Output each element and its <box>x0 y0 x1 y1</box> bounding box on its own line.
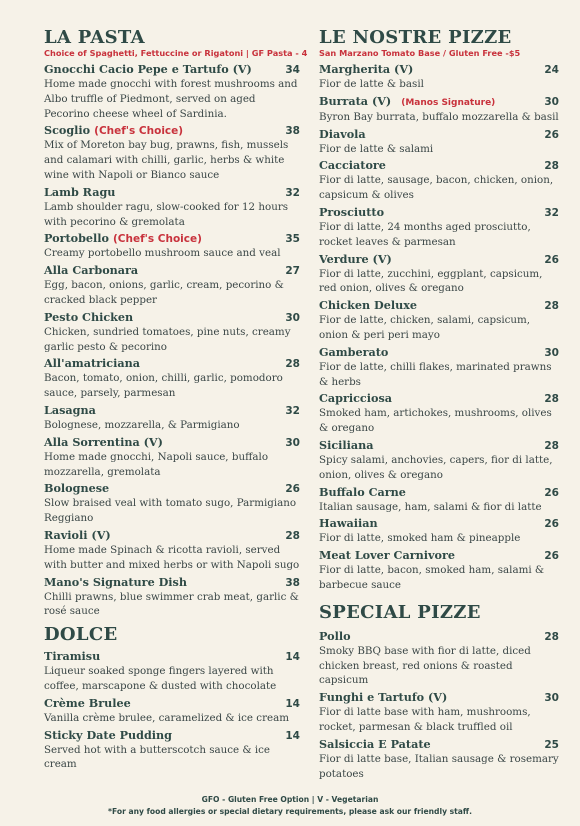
menu-item-price: 28 <box>544 439 559 452</box>
pasta-title: LA PASTA <box>44 27 145 48</box>
menu-item-price: 28 <box>544 630 559 643</box>
menu-item-name-wrap <box>44 649 100 663</box>
menu-item-name: Crème Brulee <box>44 695 131 710</box>
menu-item-name-wrap <box>319 548 455 562</box>
menu-item <box>319 485 559 515</box>
menu-item-price: 27 <box>285 265 300 278</box>
menu-item-name: Portobello <box>44 231 109 246</box>
menu-item-header <box>44 649 300 664</box>
menu-item-name: Gamberato <box>319 344 389 359</box>
menu-item-description: Fior de latte & basil <box>319 78 424 90</box>
menu-item-price: 28 <box>544 160 559 173</box>
menu-item-price: 32 <box>285 404 300 417</box>
menu-item-header <box>319 298 559 313</box>
menu-item-price: 26 <box>544 518 559 531</box>
menu-item <box>44 310 300 355</box>
menu-item-description: Fior di latte base with ham, mushrooms, rocket, parmesan & black truffled oil <box>319 706 531 733</box>
menu-item-header <box>319 516 559 531</box>
menu-item-header <box>319 438 559 453</box>
menu-item-description: Home made gnocchi, Napoli sauce, buffalo mozzarella, gremolata <box>44 450 269 478</box>
menu-item-name: Meat Lover Carnivore <box>319 548 455 563</box>
menu-item-price: 14 <box>285 697 300 710</box>
menu-item-header <box>319 127 559 142</box>
menu-item-name: Chicken Deluxe <box>319 298 417 313</box>
menu-item-description: Chilli prawns, blue swimmer crab meat, garlic & rosé sauce <box>44 590 299 618</box>
menu-item-name: Burrata (V) <box>319 93 392 108</box>
menu-item <box>44 356 300 401</box>
menu-item-description: Vanilla crème brulee, caramelized & ice cream <box>44 711 289 724</box>
menu-item-name-wrap <box>319 737 431 751</box>
menu-item-header <box>44 62 300 77</box>
menu-item-header <box>319 485 559 500</box>
menu-item-name: Lamb Ragu <box>44 184 116 199</box>
menu-item-description: Lamb shoulder ragu, slow-cooked for 12 hours with pecorino & gremolata <box>44 200 289 228</box>
special-title: SPECIAL PIZZE <box>319 601 481 623</box>
menu-item-tag: (Manos Signature) <box>401 97 496 108</box>
menu-item-description: Egg, bacon, onions, garlic, cream, pecorino & cracked black pepper <box>44 279 284 306</box>
menu-item-header <box>44 263 300 278</box>
menu-item-name: Margherita (V) <box>319 62 414 76</box>
menu-item <box>319 690 559 735</box>
dolce-title: DOLCE <box>44 624 118 646</box>
menu-item <box>44 575 300 620</box>
pasta-section <box>44 27 308 619</box>
menu-item-name: Siciliana <box>319 437 374 452</box>
menu-item-name: Tiramisu <box>44 649 101 664</box>
menu-item <box>319 391 559 436</box>
menu-item-name: Gnocchi Cacio Pepe e Tartufo (V) <box>44 62 252 76</box>
menu-item-description: Bolognese, mozzarella, & Parmigiano <box>44 418 240 431</box>
menu-item-name: Pesto Chicken <box>44 309 134 324</box>
menu-item-header <box>44 728 300 743</box>
menu-item-description: Fior di latte, sausage, bacon, chicken, onion, capsicum & olives <box>319 174 554 202</box>
menu-item-header <box>319 62 559 77</box>
menu-item-name-wrap <box>319 94 495 110</box>
menu-item-name-wrap <box>319 516 378 530</box>
menu-item-header <box>319 94 559 110</box>
menu-item-description: Fior de latte, chilli flakes, marinated prawns & herbs <box>319 360 552 388</box>
menu-item-name: Funghi e Tartufo (V) <box>319 690 448 705</box>
menu-item-header <box>319 548 559 563</box>
menu-item-price: 30 <box>285 436 300 449</box>
menu-item-description: Italian sausage, ham, salami & fior di latte <box>319 500 542 513</box>
menu-item-name-wrap <box>319 158 386 172</box>
menu-item-name-wrap <box>44 263 138 277</box>
menu-item-name: Alla Sorrentina (V) <box>44 434 163 449</box>
menu-item-name-wrap <box>319 298 417 312</box>
menu-item-header <box>44 481 300 496</box>
menu-item-name-wrap <box>319 345 388 359</box>
menu-item-name: Cacciatore <box>319 158 386 173</box>
menu-item-name-wrap <box>319 205 384 219</box>
menu-item-header <box>319 345 559 360</box>
menu-item-header <box>44 310 300 325</box>
menu-item <box>44 728 300 773</box>
menu-item-header <box>44 231 300 246</box>
menu-item-description: Home made gnocchi with forest mushrooms and Albo truffle of Piedmont, served on aged Pecorino cheese wheel of Sardinia. <box>44 78 298 120</box>
special-list <box>319 629 559 782</box>
pizze-list <box>319 62 559 593</box>
menu-item-name-wrap <box>44 575 187 589</box>
menu-item-header <box>319 690 559 705</box>
menu-item-name-wrap <box>319 438 374 452</box>
pasta-subtitle: Choice of Spaghetti, Fettuccine or Rigatoni | GF Pasta - 4 <box>44 48 308 58</box>
menu-item-name-wrap <box>44 528 111 542</box>
menu-item-name: Ravioli (V) <box>44 527 111 542</box>
menu-item-description: Spicy salami, anchovies, capers, fior di latte, onion, olives & oregano <box>319 453 553 481</box>
menu-item-header <box>319 629 559 644</box>
menu-item-description: Creamy portobello mushroom sauce and veal <box>44 247 281 260</box>
menu-item-price: 26 <box>544 486 559 499</box>
menu-item-tag: (Chef's Choice) <box>94 125 184 138</box>
menu-item-header <box>44 403 300 418</box>
menu-item-description: Fior di latte, 24 months aged prosciutto, rocket leaves & parmesan <box>319 220 531 248</box>
menu-item-name-wrap <box>319 629 351 643</box>
menu-item-description: Mix of Moreton bay bug, prawns, fish, mussels and calamari with chilli, garlic, herbs & white wine with Napoli or Bianco sauce <box>44 139 289 181</box>
left-column <box>44 27 308 774</box>
menu-item-price: 26 <box>544 550 559 563</box>
menu-item-name-wrap <box>44 728 172 742</box>
menu-item <box>319 252 559 297</box>
menu-item <box>319 516 559 546</box>
menu-item-price: 28 <box>285 529 300 542</box>
menu-item-name-wrap <box>44 62 252 76</box>
menu-item-tag: (Chef's Choice) <box>113 233 202 246</box>
menu-item-name-wrap <box>44 356 140 370</box>
menu-item-price: 32 <box>285 186 300 199</box>
menu-item-description: Fior de latte, chicken, salami, capsicum, onion & peri peri mayo <box>319 314 531 341</box>
menu-item-header <box>44 575 300 590</box>
menu-item-price: 14 <box>285 651 300 664</box>
menu-item-price: 30 <box>544 692 559 705</box>
menu-item-name: Salsiccia E Patate <box>319 736 431 751</box>
pasta-list <box>44 62 300 619</box>
menu-item <box>44 123 300 182</box>
footer-allergy-note: *For any food allergies or special dietary requirements, please ask our friendly staff. <box>108 807 472 816</box>
menu-item-header <box>44 528 300 543</box>
menu-item-name-wrap <box>319 485 406 499</box>
menu-item <box>319 127 559 157</box>
menu-item-description: Fior di latte base, Italian sausage & rosemary potatoes <box>319 752 559 780</box>
menu-item-description: Slow braised veal with tomato sugo, Parmigiano Reggiano <box>44 497 297 525</box>
footer-legend: GFO - Gluten Free Option | V - Vegetarian <box>201 795 379 804</box>
menu-item-header <box>319 252 559 267</box>
menu-item-description: Fior di latte, zucchini, eggplant, capsicum, red onion, olives & oregano <box>319 267 543 295</box>
menu-item-header <box>44 435 300 450</box>
menu-item <box>44 62 300 121</box>
menu-item <box>319 205 559 250</box>
menu-item-name: Diavola <box>319 126 366 141</box>
menu-item-name: Verdure (V) <box>319 251 392 266</box>
menu-item <box>319 629 559 688</box>
menu-item-price: 14 <box>285 729 300 742</box>
menu-item-name: Lasagna <box>44 402 96 417</box>
menu-item-name-wrap <box>319 252 392 266</box>
menu-item <box>44 696 300 726</box>
menu-item-name: Hawaiian <box>319 516 378 531</box>
menu-item <box>319 345 559 390</box>
menu-item-header <box>319 205 559 220</box>
menu-item-name: Mano's Signature Dish <box>44 574 187 589</box>
menu-item-description: Fior di latte, smoked ham & pineapple <box>319 532 521 545</box>
menu-item-price: 26 <box>285 483 300 496</box>
menu-item <box>44 649 300 694</box>
menu-item <box>44 481 300 526</box>
menu-item-name-wrap <box>44 185 115 199</box>
menu-item-name: Prosciutto <box>319 204 385 219</box>
menu-item-price: 30 <box>544 346 559 359</box>
menu-item <box>44 403 300 433</box>
menu-item-header <box>319 737 559 752</box>
menu-item <box>44 435 300 480</box>
pizze-title: LE NOSTRE PIZZE <box>319 27 512 48</box>
menu-item <box>44 528 300 573</box>
menu-item <box>319 298 559 343</box>
pizze-subtitle: San Marzano Tomato Base / Gluten Free -$5 <box>319 48 521 58</box>
menu-item-price: 26 <box>544 128 559 141</box>
menu-item <box>319 438 559 483</box>
menu-item-description: Chicken, sundried tomatoes, pine nuts, creamy garlic pesto & pecorino <box>44 325 291 353</box>
menu-item-name-wrap <box>44 696 131 710</box>
menu-item-name-wrap <box>44 481 109 495</box>
menu-item-name-wrap <box>319 127 366 141</box>
dolce-list <box>44 649 300 772</box>
pizze-section <box>319 28 559 593</box>
menu-item-name-wrap <box>44 310 133 324</box>
menu-item-price: 25 <box>544 738 559 751</box>
menu-item <box>319 94 559 125</box>
menu-item-header <box>319 158 559 173</box>
menu-item-name-wrap <box>319 62 413 76</box>
menu-item-name: Scoglio <box>44 123 91 138</box>
menu-item-header <box>44 356 300 371</box>
menu-item-price: 28 <box>285 358 300 371</box>
menu-item-name-wrap <box>44 435 163 449</box>
menu-item-description: Liqueur soaked sponge fingers layered with coffee, marscapone & dusted with chocolate <box>44 665 277 692</box>
menu-item-header <box>44 696 300 711</box>
menu-item <box>319 737 559 782</box>
menu-item <box>44 263 300 308</box>
menu-item-description: Byron Bay burrata, buffalo mozzarella & basil <box>319 110 559 123</box>
menu-item-name: All'amatriciana <box>44 356 140 371</box>
menu-item-description: Home made Spinach & ricotta ravioli, served with butter and mixed herbs or with Napoli sugo <box>44 543 300 571</box>
menu-item-name: Alla Carbonara <box>44 263 139 278</box>
menu-item-price: 30 <box>285 311 300 324</box>
dolce-section <box>44 625 300 772</box>
menu-item-name: Capricciosa <box>319 391 393 406</box>
menu-item-price: 24 <box>544 64 559 76</box>
menu-item-name: Sticky Date Pudding <box>44 727 172 742</box>
menu-item-header <box>319 391 559 406</box>
menu-item-description: Fior di latte, bacon, smoked ham, salami & barbecue sauce <box>319 564 545 591</box>
menu-item-name: Buffalo Carne <box>319 484 406 499</box>
menu-item-header <box>44 185 300 200</box>
menu-item-name-wrap <box>319 690 447 704</box>
menu-item-name: Bolognese <box>44 481 110 496</box>
menu-item-name-wrap <box>319 391 392 405</box>
menu-item <box>44 231 300 261</box>
menu-item-name-wrap <box>44 123 183 138</box>
menu-item <box>319 62 559 92</box>
menu-item-header <box>44 123 300 138</box>
menu-item-description: Smoked ham, artichokes, mushrooms, olives & oregano <box>319 407 552 435</box>
menu-item <box>319 158 559 203</box>
menu-item-price: 28 <box>544 393 559 406</box>
menu-item-description: Served hot with a butterscotch sauce & ice cream <box>44 743 271 771</box>
menu-item-price: 32 <box>544 206 559 219</box>
menu-item-price: 38 <box>285 125 300 138</box>
right-column <box>319 28 559 783</box>
menu-item <box>44 185 300 230</box>
menu-item <box>319 548 559 593</box>
menu-item-name: Pollo <box>319 628 351 643</box>
menu-item-name-wrap <box>44 231 202 246</box>
menu-item-description: Fior de latte & salami <box>319 142 434 155</box>
menu-item-description: Smoky BBQ base with fior di latte, diced chicken breast, red onions & roasted capsicum <box>319 644 531 687</box>
menu-item-name-wrap <box>44 403 96 417</box>
menu-item-price: 28 <box>544 300 559 313</box>
special-section <box>319 603 559 782</box>
menu-item-price: 34 <box>285 64 300 76</box>
menu-item-price: 30 <box>544 95 559 108</box>
menu-item-price: 26 <box>544 253 559 266</box>
menu-item-price: 35 <box>285 233 300 246</box>
menu-item-description: Bacon, tomato, onion, chilli, garlic, pomodoro sauce, parsely, parmesan <box>44 372 283 400</box>
menu-item-price: 38 <box>285 576 300 589</box>
